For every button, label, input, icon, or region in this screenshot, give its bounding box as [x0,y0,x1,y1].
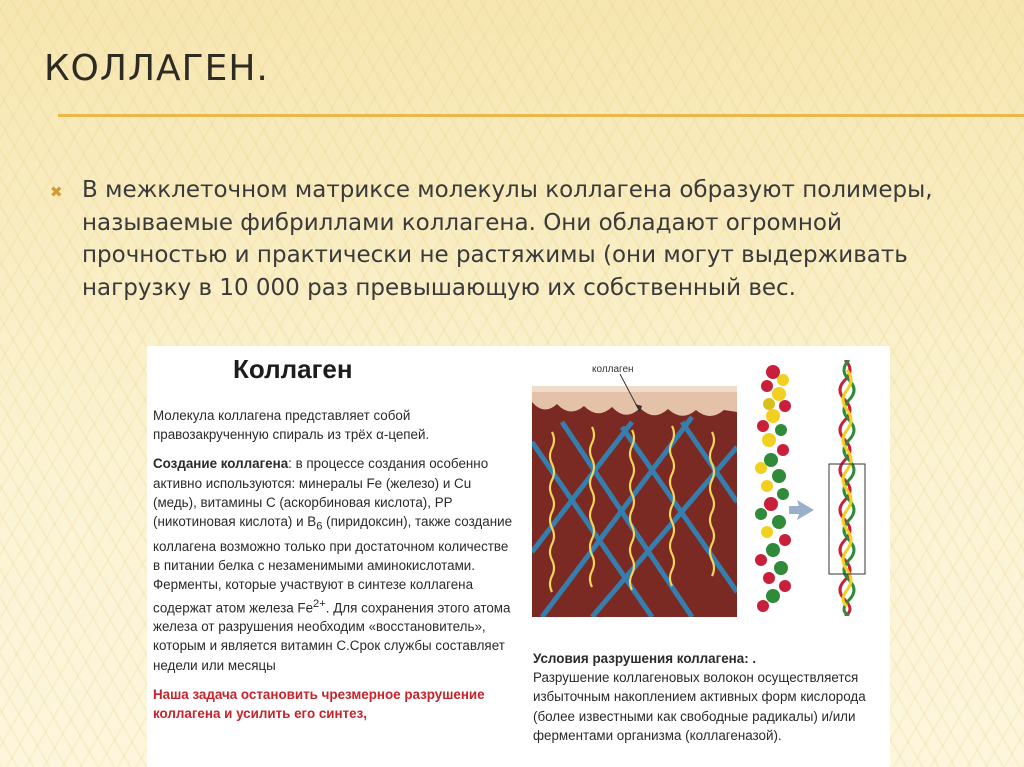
figure-intro: Молекула коллагена представляет собой правозакрученную спираль из трёх α-цепей. [153,408,430,443]
figure-left-text [153,406,513,733]
destruction-text: Разрушение коллагеновых волокон осуществляется избыточным накоплением активных форм кислорода (более известными как свободные радикалы) и/или ферментами организма (коллагеназой). [533,670,866,743]
creation-text-2: (пиридоксин), также создание коллагена возможно только при достаточном количестве в питании белка с незаменимыми аминокислотами. Ферменты, которые участвуют в синтезе коллагена содержат атом железа Fe [153,514,513,615]
creation-sup: 2+ [313,597,326,610]
destruction-conditions [533,649,883,745]
figure-task-text: Наша задача остановить чрезмерное разрушение коллагена и усилить его синтез, [153,686,485,721]
figure-title: Коллаген [233,354,353,384]
figure-creation-paragraph [153,454,513,674]
panel-label: коллаген [592,364,634,375]
destruction-heading: Условия разрушения коллагена: . [533,651,757,666]
creation-text-3: . Для сохранения этого атома железа от разрушения необходим «восстановитель», которым и является витамин С.Срок службы составляет недели или месяцы [153,599,511,673]
skin-collagen-illustration [532,352,737,617]
slide-title: КОЛЛАГЕН. [44,48,269,89]
creation-heading: Создание коллагена [153,456,289,472]
title-divider [58,114,1024,117]
collagen-infographic [147,346,890,767]
slide-body-text: В межклеточном матриксе молекулы коллагена образуют полимеры, называемые фибриллами коллагена. Они обладают огромной прочностью и практически не растяжимы (они могут выдерживать нагрузку в 10 000 раз превышающую их собственный вес. [82,177,933,301]
x-bullet-icon: ✖ [50,183,63,201]
creation-sub: 6 [316,520,323,533]
triple-helix-strand-illustration [821,360,881,616]
molecule-helix-illustration [739,360,819,616]
creation-text-1: : в процессе создания особенно активно используются: минералы Fe (железо) и Cu (медь), витамины С (аскорбиновая кислота), РР (никотиновая кислота) и В [153,456,489,530]
